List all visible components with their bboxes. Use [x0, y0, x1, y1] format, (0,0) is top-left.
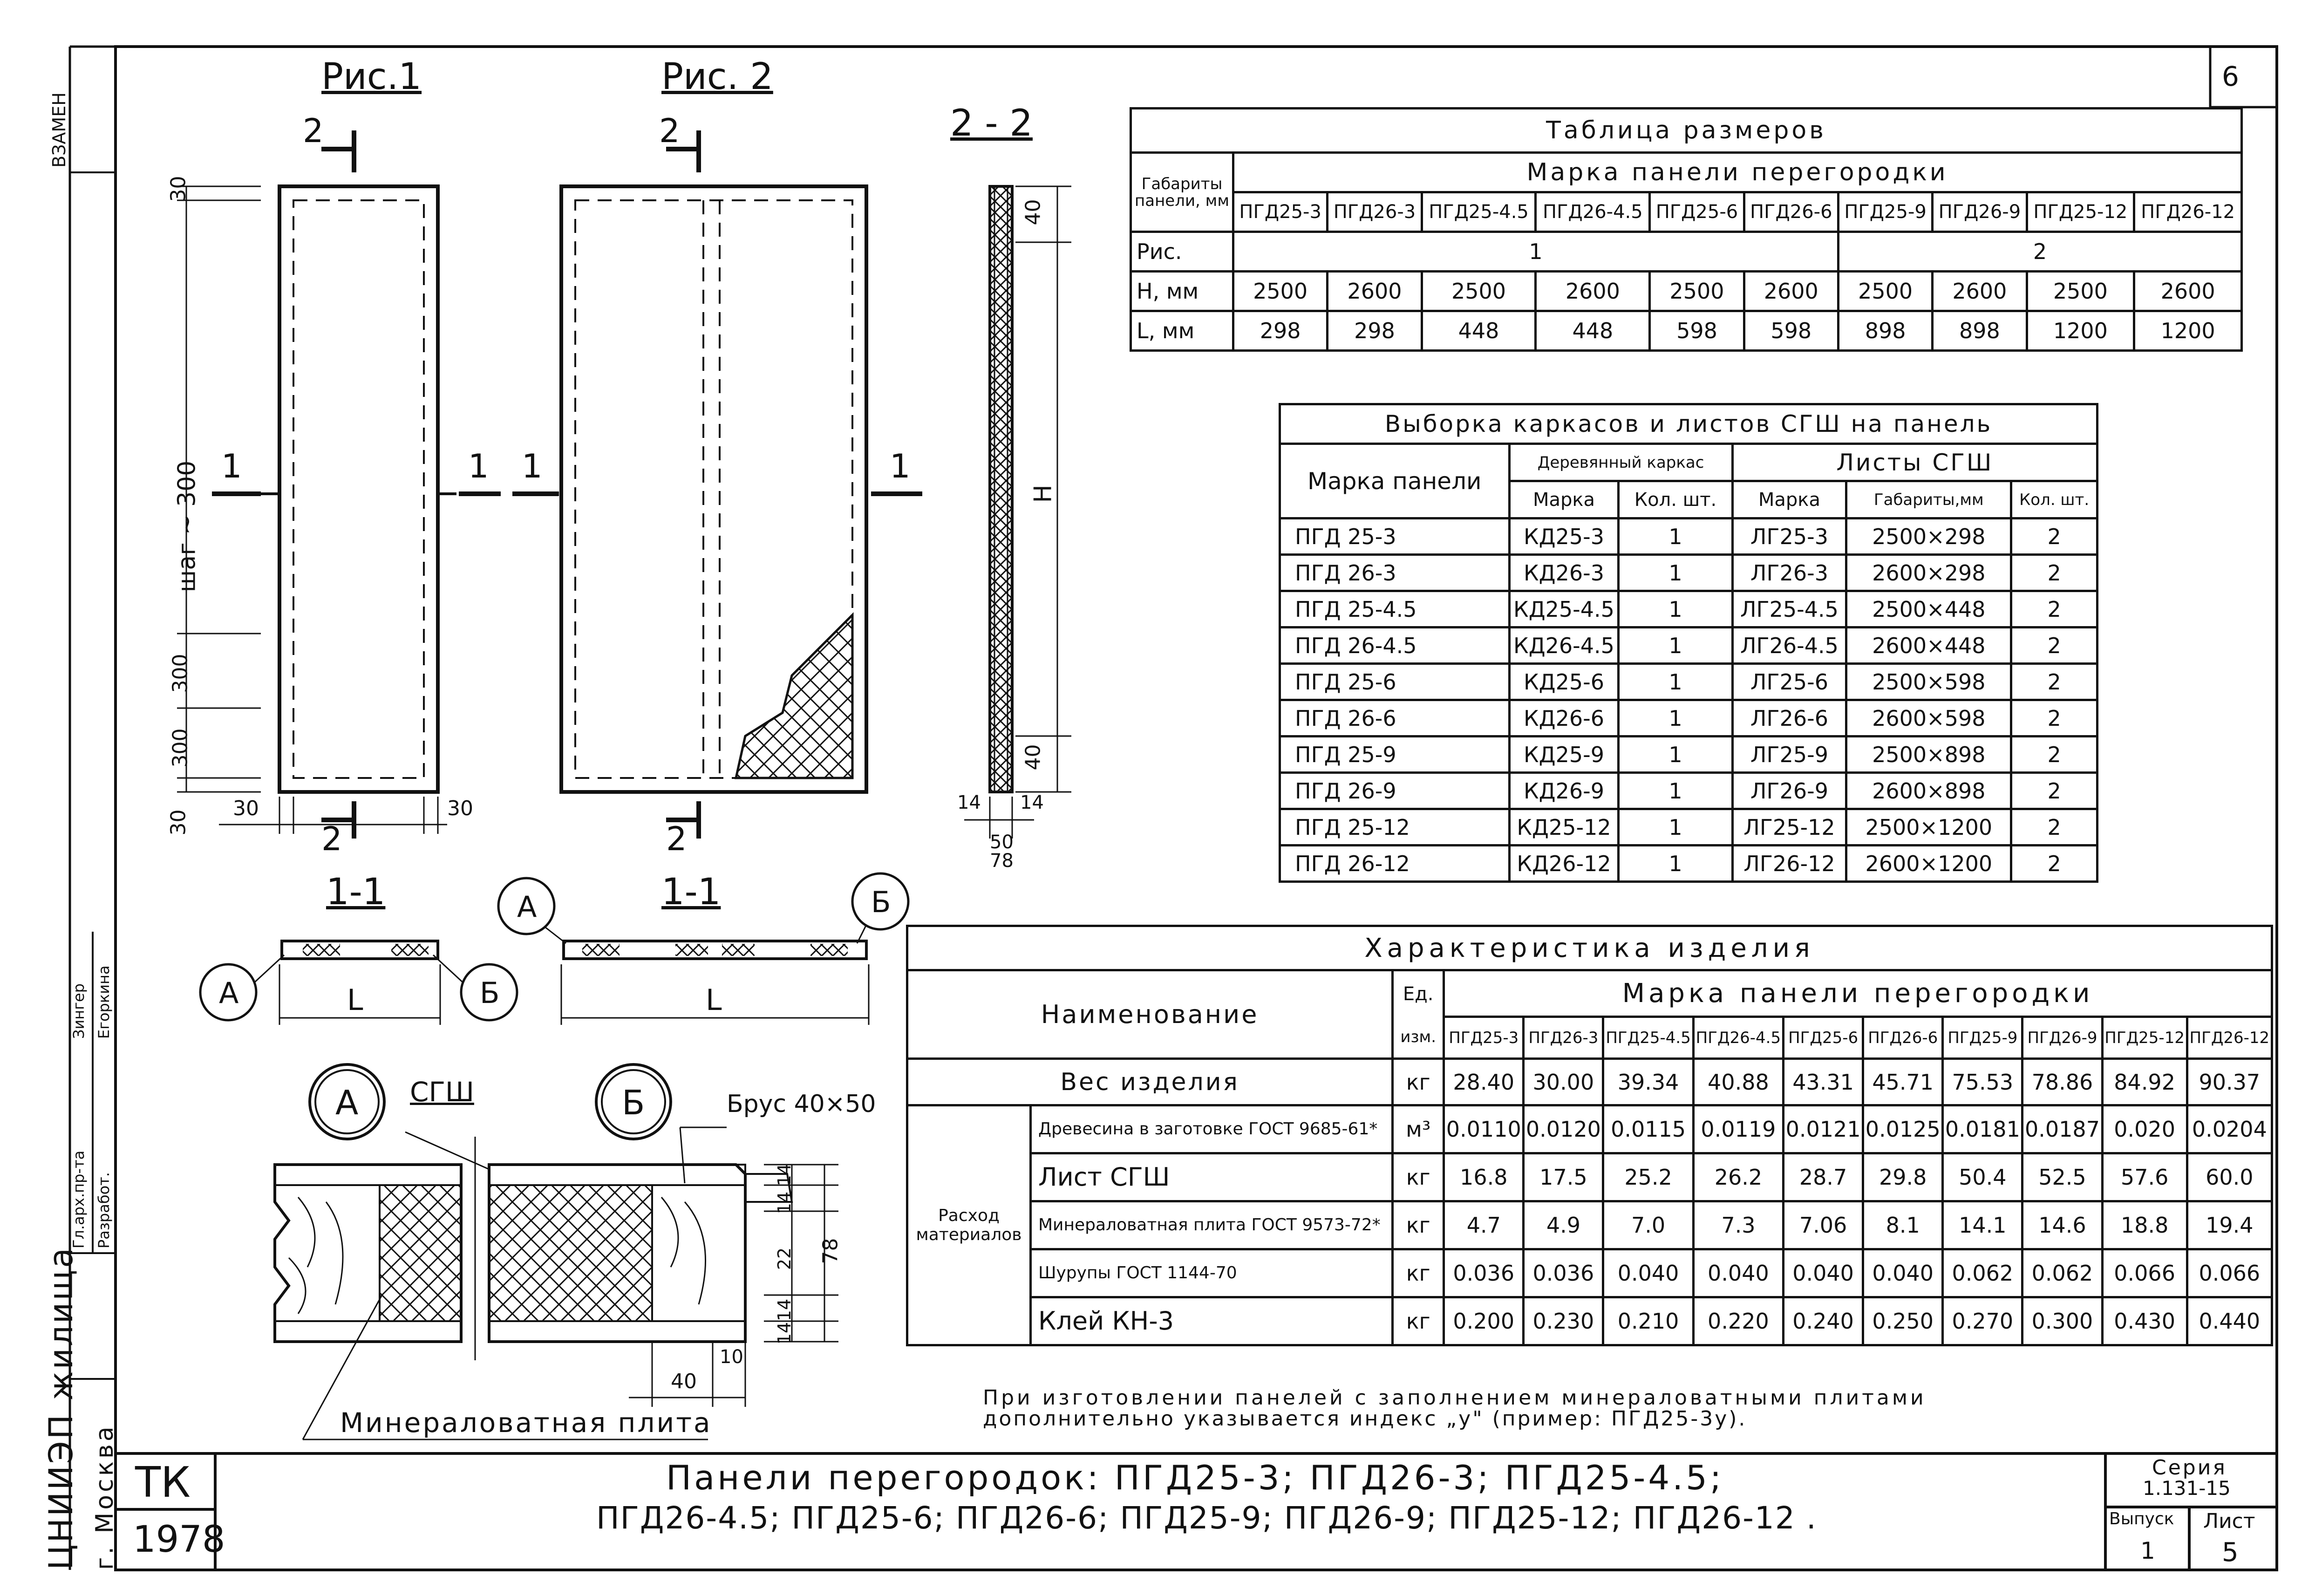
char-material-value: 28.7 [1784, 1153, 1863, 1201]
frames-cell: ЛГ25-9 [1732, 737, 1846, 773]
char-material-value: 7.0 [1603, 1201, 1693, 1249]
frames-row [1280, 700, 2097, 737]
char-material-value: 0.240 [1784, 1297, 1863, 1345]
char-material-value: 0.062 [1943, 1249, 2022, 1297]
dims-h-value: 2600 [1933, 272, 2027, 311]
char-material-value: 0.040 [1693, 1249, 1783, 1297]
char-weight-value: 30.00 [1524, 1059, 1603, 1105]
stamp-seria-value: 1.131-15 [2143, 1477, 2231, 1500]
dims-l-value: 448 [1422, 311, 1536, 351]
char-mark: ПГД26-4.5 [1693, 1017, 1783, 1059]
frames-cell: 1 [1619, 809, 1732, 846]
frames-cell: ПГД 26-4.5 [1280, 627, 1510, 664]
dim-22-top: 40 [1021, 199, 1045, 225]
char-h-marka: Марка панели перегородки [1444, 970, 2272, 1017]
frames-cell: 2 [2011, 627, 2097, 664]
char-weight-value: 84.92 [2102, 1059, 2187, 1105]
sheet-number: 6 [2222, 61, 2239, 92]
frames-cell: ЛГ25-3 [1732, 518, 1846, 555]
char-material-value: 19.4 [2187, 1201, 2272, 1249]
frames-cell: 2 [2011, 591, 2097, 627]
frames-h-marka2: Марка [1732, 481, 1846, 518]
char-material-value: 0.0204 [2187, 1105, 2272, 1153]
char-mark: ПГД26-6 [1863, 1017, 1943, 1059]
callout-a-left: А [219, 976, 239, 1010]
frames-cell: КД25-3 [1509, 518, 1619, 555]
frames-cell: КД25-9 [1509, 737, 1619, 773]
frames-h-gab: Габариты,мм [1846, 481, 2011, 518]
frames-cell: 2600×598 [1846, 700, 2011, 737]
frames-cell: ЛГ25-6 [1732, 664, 1846, 700]
detail-dim-78: 78 [818, 1238, 843, 1264]
char-material-value: 0.230 [1524, 1297, 1603, 1345]
dim-300-b: 300 [168, 728, 192, 768]
frames-body [1280, 518, 2097, 882]
dims-table-title: Таблица размеров [1131, 109, 2242, 153]
char-material-value: 26.2 [1693, 1153, 1783, 1201]
fig1-panel-drawing [261, 186, 456, 792]
frames-cell: 1 [1619, 846, 1732, 882]
char-material-value: 14.1 [1943, 1201, 2022, 1249]
frames-row [1280, 809, 2097, 846]
frames-row [1280, 555, 2097, 591]
fig2-title: Рис. 2 [661, 56, 773, 98]
char-material-value: 0.0119 [1693, 1105, 1783, 1153]
frames-cell: 2600×448 [1846, 627, 2011, 664]
dim-22-14b: 14 [1020, 792, 1044, 813]
stamp-year: 1978 [133, 1519, 225, 1561]
char-material-row [907, 1153, 2272, 1201]
fig2-panel-drawing [561, 186, 866, 792]
dims-h-value: 2500 [2027, 272, 2134, 311]
dim-top-30: 30 [166, 176, 191, 202]
char-material-value: 0.0120 [1524, 1105, 1603, 1153]
frames-cell: 2500×1200 [1846, 809, 2011, 846]
frames-h-marka: Марка [1509, 481, 1619, 518]
char-mark: ПГД25-4.5 [1603, 1017, 1693, 1059]
char-material-value: 0.210 [1603, 1297, 1693, 1345]
char-weight-value: 90.37 [2187, 1059, 2272, 1105]
section-11-right-title: 1-1 [661, 871, 721, 913]
dim-22-78: 78 [990, 850, 1014, 872]
char-material-unit: кг [1393, 1201, 1444, 1249]
char-material-value: 0.270 [1943, 1297, 2022, 1345]
frames-h-karkas: Деревянный каркас [1509, 444, 1732, 481]
detail-mineral: Минераловатная плита [340, 1407, 712, 1439]
fig1-mark-bottom: 2 [321, 820, 342, 858]
char-material-value: 60.0 [2187, 1153, 2272, 1201]
stamp-seria-label: Серия [2152, 1456, 2227, 1480]
dims-l-row [1131, 311, 2242, 351]
char-h-unit-top: Ед. [1393, 970, 1444, 1017]
frames-h-listy: Листы СГШ [1732, 444, 2097, 481]
frames-cell: 1 [1619, 664, 1732, 700]
frames-cell: ЛГ26-9 [1732, 773, 1846, 809]
dims-mark: ПГД26-6 [1744, 192, 1838, 232]
frames-row [1280, 773, 2097, 809]
char-group-label: Расход материалов [907, 1105, 1031, 1345]
dims-mark: ПГД26-12 [2134, 192, 2242, 232]
frames-cell: ПГД 26-3 [1280, 555, 1510, 591]
frames-cell: ПГД 26-12 [1280, 846, 1510, 882]
frames-table-title: Выборка каркасов и листов СГШ на панель [1280, 404, 2097, 444]
dims-l-value: 448 [1536, 311, 1650, 351]
frames-cell: ПГД 25-6 [1280, 664, 1510, 700]
char-mark: ПГД25-12 [2102, 1017, 2187, 1059]
char-material-value: 4.7 [1444, 1201, 1524, 1249]
frames-cell: 1 [1619, 627, 1732, 664]
char-mark: ПГД25-9 [1943, 1017, 2022, 1059]
dims-h-value: 2500 [1233, 272, 1328, 311]
frames-cell: ЛГ26-3 [1732, 555, 1846, 591]
frames-cell: ПГД 25-3 [1280, 518, 1510, 555]
char-material-value: 0.040 [1784, 1249, 1863, 1297]
detail-dim-14b: 14 [774, 1191, 795, 1214]
dims-h-value: 2500 [1422, 272, 1536, 311]
detail-dim-40: 40 [671, 1370, 697, 1393]
char-material-value: 0.0125 [1863, 1105, 1943, 1153]
frames-cell: ПГД 26-6 [1280, 700, 1510, 737]
dims-h-value: 2500 [1838, 272, 1932, 311]
dims-mark: ПГД26-3 [1328, 192, 1422, 232]
frames-cell: ПГД 25-4.5 [1280, 591, 1510, 627]
frames-row [1280, 737, 2097, 773]
frames-cell: 2500×598 [1846, 664, 2011, 700]
char-material-name: Клей КН-3 [1031, 1297, 1393, 1345]
frames-h-kol2: Кол. шт. [2011, 481, 2097, 518]
detail-brus: Брус 40×50 [727, 1090, 876, 1118]
char-material-value: 0.066 [2102, 1249, 2187, 1297]
dims-ris-label: Рис. [1131, 232, 1233, 272]
frames-cell: ПГД 26-9 [1280, 773, 1510, 809]
char-h-name: Наименование [907, 970, 1393, 1059]
callout-b-left: Б [480, 976, 500, 1010]
frames-cell: 1 [1619, 773, 1732, 809]
stamp-role-glarh: Гл.арх.пр-та [70, 1150, 88, 1248]
dims-l-value: 898 [1933, 311, 2027, 351]
char-material-value: 0.040 [1863, 1249, 1943, 1297]
char-material-name: Минераловатная плита ГОСТ 9573-72* [1031, 1201, 1393, 1249]
fig2-cut-left: 1 [522, 447, 543, 485]
detail-dim-10: 10 [720, 1346, 743, 1368]
detail-dim-22: 22 [774, 1247, 795, 1270]
frames-cell: 2500×448 [1846, 591, 2011, 627]
dims-mark: ПГД26-9 [1933, 192, 2027, 232]
char-mark: ПГД25-6 [1784, 1017, 1863, 1059]
frames-cell: ЛГ26-4.5 [1732, 627, 1846, 664]
char-material-row [907, 1201, 2272, 1249]
dims-table [1130, 107, 2243, 352]
frames-cell: ЛГ25-12 [1732, 809, 1846, 846]
frames-table [1279, 403, 2098, 883]
char-material-value: 0.0181 [1943, 1105, 2022, 1153]
frames-row [1280, 846, 2097, 882]
char-material-value: 16.8 [1444, 1153, 1524, 1201]
char-material-unit: кг [1393, 1249, 1444, 1297]
stamp-title-line1: Панели перегородок: ПГД25-3; ПГД26-3; ПГД25-4.5; [666, 1458, 1724, 1497]
char-materials-body [907, 1105, 2272, 1345]
dim-22-h: H [1029, 484, 1057, 503]
char-weight-value: 78.86 [2022, 1059, 2102, 1105]
stamp-list-value: 5 [2222, 1537, 2239, 1568]
dims-ris-1: 1 [1233, 232, 1839, 272]
dims-l-label: L, мм [1131, 311, 1233, 351]
frames-row [1280, 664, 2097, 700]
char-material-value: 0.0187 [2022, 1105, 2102, 1153]
char-material-value: 17.5 [1524, 1153, 1603, 1201]
char-material-row [907, 1297, 2272, 1345]
char-material-value: 0.250 [1863, 1297, 1943, 1345]
char-material-name: Древесина в заготовке ГОСТ 9685-61* [1031, 1105, 1393, 1153]
note-line2: дополнительно указывается индекс „у" (пример: ПГД25-3у). [983, 1407, 1747, 1431]
char-material-value: 0.200 [1444, 1297, 1524, 1345]
char-material-row [907, 1105, 2272, 1153]
char-material-row [907, 1249, 2272, 1297]
char-material-value: 0.430 [2102, 1297, 2187, 1345]
frames-row [1280, 627, 2097, 664]
dims-h-marka: Марка панели перегородки [1233, 153, 2242, 192]
char-weight-value: 75.53 [1943, 1059, 2022, 1105]
frames-cell: КД26-4.5 [1509, 627, 1619, 664]
dims-h-label: H, мм [1131, 272, 1233, 311]
frames-cell: 2500×898 [1846, 737, 2011, 773]
note-line1: При изготовлении панелей с заполнением минераловатными плитами [983, 1386, 1927, 1410]
detail-ab-drawing [275, 1064, 838, 1439]
dims-h-value: 2600 [1536, 272, 1650, 311]
char-material-value: 0.300 [2022, 1297, 2102, 1345]
char-material-value: 25.2 [1603, 1153, 1693, 1201]
char-material-value: 29.8 [1863, 1153, 1943, 1201]
detail-dim-14c: 14 [774, 1298, 795, 1322]
frames-cell: КД25-6 [1509, 664, 1619, 700]
dims-l-value: 898 [1838, 311, 1932, 351]
char-weight-unit: кг [1393, 1059, 1444, 1105]
dims-ris-2: 2 [1838, 232, 2241, 272]
stamp-role-egorkina: Егоркина [95, 965, 113, 1039]
frames-row [1280, 591, 2097, 627]
frames-cell: 2 [2011, 555, 2097, 591]
frames-cell: ЛГ25-4.5 [1732, 591, 1846, 627]
char-material-value: 57.6 [2102, 1153, 2187, 1201]
dims-mark: ПГД25-4.5 [1422, 192, 1536, 232]
section-11-left-title: 1-1 [326, 871, 386, 913]
char-weight-row [907, 1059, 2272, 1105]
char-material-value: 0.440 [2187, 1297, 2272, 1345]
char-material-name: Лист СГШ [1031, 1153, 1393, 1201]
dims-h-value: 2600 [2134, 272, 2242, 311]
dims-mark: ПГД25-9 [1838, 192, 1932, 232]
char-weight-value: 43.31 [1784, 1059, 1863, 1105]
fig1-title: Рис.1 [321, 56, 422, 98]
fig1-mark-top: 2 [303, 112, 324, 150]
dim-22-50: 50 [990, 832, 1014, 853]
dims-h-gab: Габариты панели, мм [1131, 153, 1233, 232]
dims-l-value: 1200 [2134, 311, 2242, 351]
frames-h-kol: Кол. шт. [1619, 481, 1732, 518]
char-material-unit: кг [1393, 1297, 1444, 1345]
section-22-drawing [964, 186, 1071, 839]
dims-l-value: 298 [1328, 311, 1422, 351]
dims-l-value: 1200 [2027, 311, 2134, 351]
fig2-mark-top: 2 [659, 112, 680, 150]
frames-cell: 2 [2011, 737, 2097, 773]
frames-cell: 2500×298 [1846, 518, 2011, 555]
char-material-unit: кг [1393, 1153, 1444, 1201]
stamp-vypusk-value: 1 [2140, 1537, 2155, 1564]
fig1-cut-right: 1 [468, 447, 489, 485]
char-mark: ПГД25-3 [1444, 1017, 1524, 1059]
frames-cell: КД26-9 [1509, 773, 1619, 809]
frames-cell: 2600×1200 [1846, 846, 2011, 882]
dims-mark: ПГД26-4.5 [1536, 192, 1650, 232]
frames-cell: 2 [2011, 773, 2097, 809]
char-material-value: 7.3 [1693, 1201, 1783, 1249]
fig2-cut-right: 1 [890, 447, 911, 485]
detail-dim-14d: 14 [774, 1322, 795, 1345]
frames-cell: КД26-6 [1509, 700, 1619, 737]
vzamen-label: ВЗАМЕН [49, 92, 69, 168]
frames-cell: ЛГ26-12 [1732, 846, 1846, 882]
width-l-right: L [706, 983, 722, 1017]
dims-marks-row [1131, 192, 2242, 232]
char-material-value: 0.020 [2102, 1105, 2187, 1153]
dims-h-value: 2600 [1328, 272, 1422, 311]
char-material-value: 0.040 [1603, 1249, 1693, 1297]
frames-cell: 1 [1619, 518, 1732, 555]
frames-cell: 2 [2011, 664, 2097, 700]
stamp-list-label: Лист [2203, 1509, 2255, 1533]
dim-right-30: 30 [447, 797, 473, 820]
callout-b-right: Б [871, 885, 891, 919]
stamp-role-razrab: Разработ. [95, 1172, 113, 1248]
dim-22-bottom: 40 [1021, 744, 1045, 771]
frames-cell: ЛГ26-6 [1732, 700, 1846, 737]
dims-mark: ПГД25-6 [1650, 192, 1744, 232]
char-material-value: 18.8 [2102, 1201, 2187, 1249]
char-material-value: 0.036 [1444, 1249, 1524, 1297]
dims-mark: ПГД25-3 [1233, 192, 1328, 232]
char-material-name: Шурупы ГОСТ 1144-70 [1031, 1249, 1393, 1297]
char-material-value: 0.036 [1524, 1249, 1603, 1297]
frames-cell: 2600×298 [1846, 555, 2011, 591]
char-material-value: 0.062 [2022, 1249, 2102, 1297]
char-weight-value: 28.40 [1444, 1059, 1524, 1105]
frames-cell: КД26-3 [1509, 555, 1619, 591]
frames-row [1280, 518, 2097, 555]
frames-h-marka-paneli: Марка панели [1280, 444, 1510, 518]
char-weight-value: 45.71 [1863, 1059, 1943, 1105]
char-mark: ПГД26-12 [2187, 1017, 2272, 1059]
dim-300-a: 300 [168, 654, 192, 693]
char-material-value: 0.0121 [1784, 1105, 1863, 1153]
char-material-value: 7.06 [1784, 1201, 1863, 1249]
char-weight-value: 39.34 [1603, 1059, 1693, 1105]
section-22-title: 2 - 2 [950, 102, 1033, 144]
detail-sgsh: СГШ [410, 1076, 474, 1108]
dims-mark: ПГД25-12 [2027, 192, 2134, 232]
char-weight-value: 40.88 [1693, 1059, 1783, 1105]
char-material-value: 0.066 [2187, 1249, 2272, 1297]
char-table [906, 925, 2273, 1346]
frames-cell: 1 [1619, 700, 1732, 737]
frames-cell: КД25-12 [1509, 809, 1619, 846]
frames-cell: 1 [1619, 591, 1732, 627]
char-material-unit: м³ [1393, 1105, 1444, 1153]
frames-cell: 2600×898 [1846, 773, 2011, 809]
char-weight-name: Вес изделия [907, 1059, 1393, 1105]
char-material-value: 0.0110 [1444, 1105, 1524, 1153]
frames-cell: ПГД 25-12 [1280, 809, 1510, 846]
frames-cell: 2 [2011, 700, 2097, 737]
frames-cell: 2 [2011, 846, 2097, 882]
detail-callout-b: Б [622, 1083, 645, 1122]
dims-l-value: 598 [1650, 311, 1744, 351]
frames-cell: 2 [2011, 518, 2097, 555]
frames-cell: КД26-12 [1509, 846, 1619, 882]
char-material-value: 0.220 [1693, 1297, 1783, 1345]
stamp-role-zinger: Зингер [70, 983, 88, 1039]
char-table-title: Характеристика изделия [907, 926, 2272, 970]
dims-h-value: 2500 [1650, 272, 1744, 311]
dim-22-14a: 14 [957, 792, 981, 813]
stamp-city: г. Москва [91, 1424, 119, 1570]
char-material-value: 52.5 [2022, 1153, 2102, 1201]
stamp-title-line2: ПГД26-4.5; ПГД25-6; ПГД26-6; ПГД25-9; ПГД26-9; ПГД25-12; ПГД26-12 . [596, 1500, 1817, 1536]
dims-h-row [1131, 272, 2242, 311]
dims-l-value: 298 [1233, 311, 1328, 351]
fig1-cut-left: 1 [221, 447, 242, 485]
dim-step: шаг ~ 300 [173, 460, 201, 593]
frames-cell: 1 [1619, 737, 1732, 773]
dim-bottom-30: 30 [166, 809, 191, 836]
detail-dim-14a: 14 [774, 1163, 795, 1187]
frames-cell: ПГД 25-9 [1280, 737, 1510, 773]
dims-h-value: 2600 [1744, 272, 1838, 311]
char-mark: ПГД26-9 [2022, 1017, 2102, 1059]
detail-callout-a: А [335, 1083, 359, 1122]
stamp-org: ЦНИИЭП жилища [42, 1246, 80, 1570]
dims-l-value: 598 [1744, 311, 1838, 351]
char-material-value: 50.4 [1943, 1153, 2022, 1201]
char-material-value: 8.1 [1863, 1201, 1943, 1249]
char-material-value: 14.6 [2022, 1201, 2102, 1249]
dim-left-30: 30 [233, 797, 259, 820]
char-h-unit-bottom: изм. [1393, 1017, 1444, 1059]
char-material-value: 0.0115 [1603, 1105, 1693, 1153]
stamp-vypusk-label: Выпуск [2109, 1509, 2174, 1528]
stamp-tk: ТК [135, 1458, 191, 1507]
char-material-value: 4.9 [1524, 1201, 1603, 1249]
callout-a-right: А [517, 890, 537, 924]
char-mark: ПГД26-3 [1524, 1017, 1603, 1059]
width-l-left: L [347, 983, 363, 1017]
fig2-mark-bottom: 2 [666, 820, 687, 858]
frames-cell: КД25-4.5 [1509, 591, 1619, 627]
frames-cell: 1 [1619, 555, 1732, 591]
frames-cell: 2 [2011, 809, 2097, 846]
